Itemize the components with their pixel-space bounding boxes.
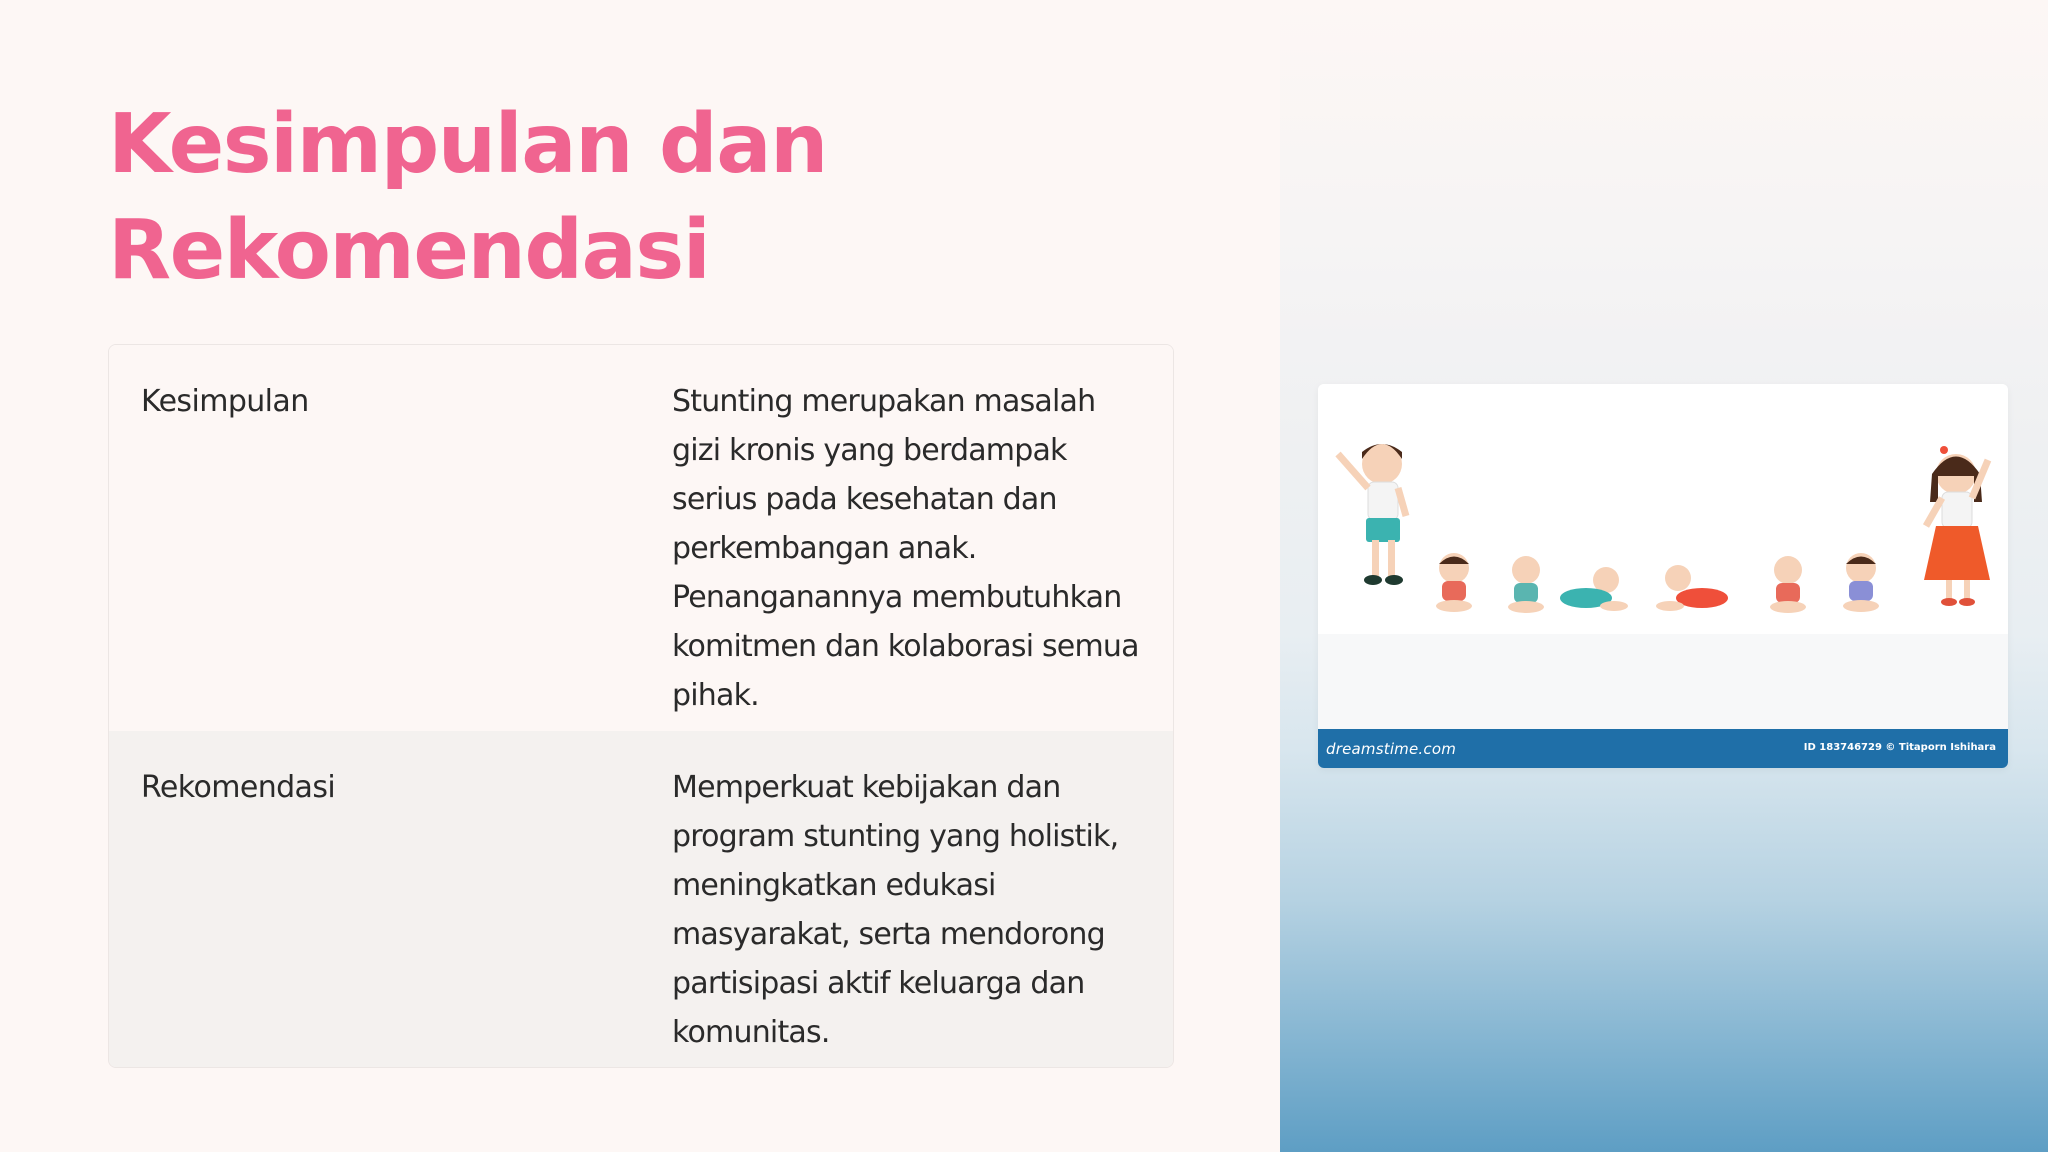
children-illustration: [1318, 384, 2008, 729]
row-text-rekomendasi: Memperkuat kebijakan dan program stunting yang holistik, meningkatkan edukasi masyarakat, serta mendorong partisipasi aktif keluarga dan komunitas.: [672, 770, 1119, 1050]
watermark-site: dreamstime.com: [1326, 740, 1457, 758]
table-row: [109, 345, 1173, 731]
row-label-rekomendasi: Rekomendasi: [141, 770, 336, 805]
table-row: [109, 731, 1173, 1067]
watermark-id: ID 183746729 © Titaporn Ishihara: [1803, 742, 1996, 753]
children-growth-illustration: [1318, 384, 2008, 768]
watermark-bar: [1318, 729, 2008, 768]
row-label-kesimpulan: Kesimpulan: [141, 384, 309, 419]
summary-table: [108, 344, 1174, 1068]
row-text-kesimpulan: Stunting merupakan masalah gizi kronis yang berdampak serius pada kesehatan dan perkembangan anak. Penanganannya membutuhkan komitmen dan kolaborasi semua pihak.: [672, 384, 1139, 713]
slide-title: Kesimpulan dan Rekomendasi: [108, 97, 827, 298]
